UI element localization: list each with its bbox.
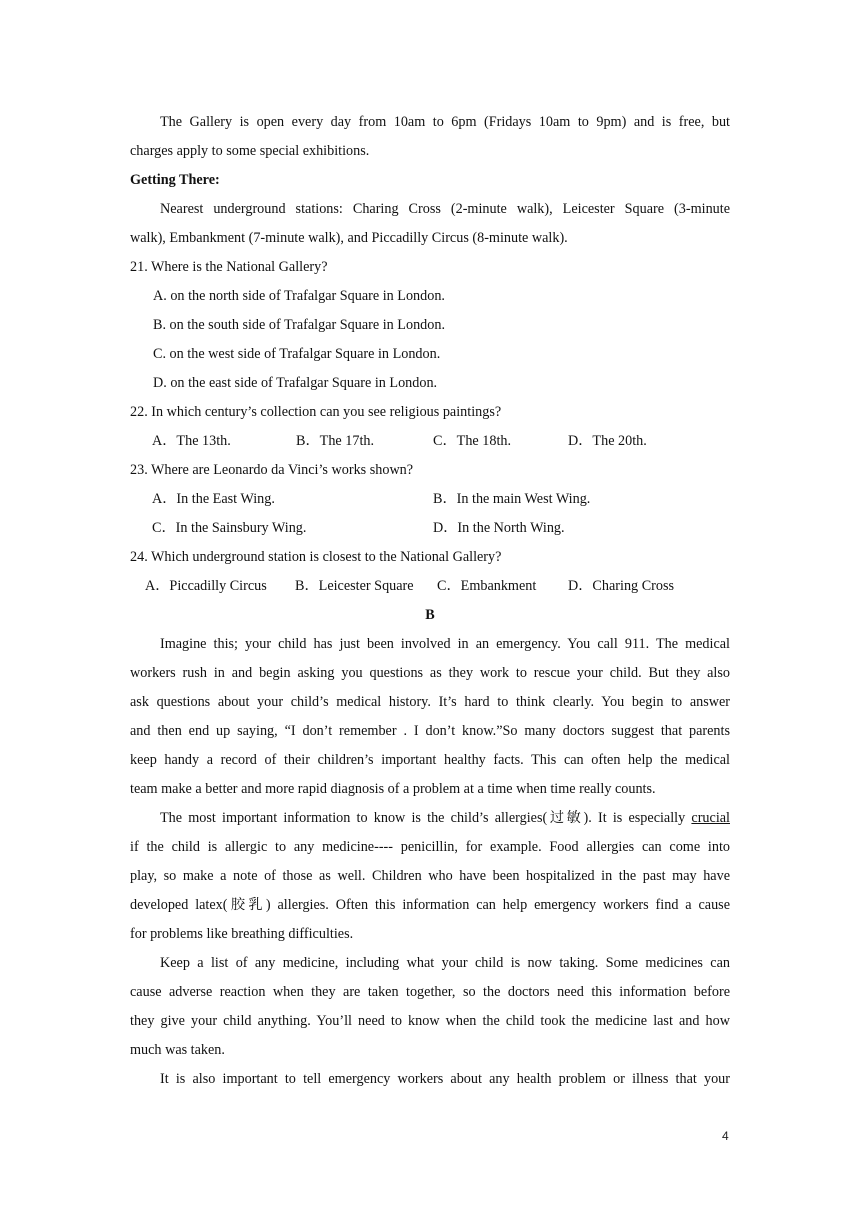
question-22-option-b: B．The 17th. — [296, 433, 375, 449]
question-23-option-c: C．In the Sainsbury Wing. — [152, 520, 307, 536]
paragraph-1-line: team make a better and more rapid diagnosis of a problem at a time when time really counts. — [130, 781, 656, 797]
hours-text-line-2: charges apply to some special exhibitions. — [130, 143, 370, 159]
paragraph-4-line: It is also important to tell emergency workers about any health problem or illness that your — [160, 1071, 730, 1087]
document-page — [130, 108, 730, 1094]
paragraph-3-line: much was taken. — [130, 1042, 225, 1058]
paragraph-1-line: and then end up saying, “I don’t remember . I don’t know.”So many doctors suggest that parents — [130, 723, 730, 739]
question-22-stem: 22. In which century’s collection can you see religious paintings? — [130, 404, 502, 420]
paragraph-2-line: play, so make a note of those as well. Children who have been hospitalized in the past may have — [130, 868, 730, 884]
stations-text-line-2: walk), Embankment (7-minute walk), and Piccadilly Circus (8-minute walk). — [130, 230, 568, 246]
question-21-option-b: B. on the south side of Trafalgar Square in London. — [153, 317, 445, 333]
question-21-option-d: D. on the east side of Trafalgar Square in London. — [153, 375, 438, 391]
paragraph-1-line: workers rush in and begin asking you questions as they work to rescue your child. But they also — [130, 665, 730, 681]
paragraph-3-line: cause adverse reaction when they are taken together, so the doctors need this information before — [130, 984, 730, 1000]
paragraph-2-line: for problems like breathing difficulties. — [130, 926, 354, 942]
getting-there-heading: Getting There: — [130, 172, 220, 188]
paragraph-2-line — [130, 804, 730, 833]
question-22-options — [130, 427, 730, 456]
question-23-options-row-2 — [130, 514, 730, 543]
stations-text-line-1: Nearest underground stations: Charing Cross (2-minute walk), Leicester Square (3-minute — [160, 201, 730, 217]
question-23-options-row-1 — [130, 485, 730, 514]
page-number: 4 — [722, 1129, 729, 1143]
paragraph-1-line: keep handy a record of their children’s important healthy facts. This can often help the medical — [130, 752, 730, 768]
question-24-option-d: D．Charing Cross — [568, 578, 675, 594]
question-24-option-c: C．Embankment — [437, 578, 537, 594]
paragraph-2-line: developed latex(胶乳) allergies. Often this information can help emergency workers find a cause — [130, 897, 730, 913]
paragraph-3-line: Keep a list of any medicine, including what your child is now taking. Some medicines can — [160, 955, 730, 971]
paragraph-2-line: if the child is allergic to any medicine---- penicillin, for example. Food allergies can come into — [130, 839, 730, 855]
paragraph-3-line: they give your child anything. You’ll need to know when the child took the medicine last and how — [130, 1013, 730, 1029]
question-24-stem: 24. Which underground station is closest to the National Gallery? — [130, 549, 502, 565]
question-21-option-a: A. on the north side of Trafalgar Square in London. — [153, 288, 445, 304]
question-23-option-d: D．In the North Wing. — [433, 520, 565, 536]
question-22-option-c: C．The 18th. — [433, 433, 512, 449]
question-23-option-b: B．In the main West Wing. — [433, 491, 591, 507]
section-b-heading: B — [425, 607, 435, 623]
question-22-option-a: A．The 13th. — [152, 433, 231, 449]
question-24-option-b: B．Leicester Square — [295, 578, 414, 594]
question-23-option-a: A．In the East Wing. — [152, 491, 275, 507]
paragraph-2-text: The most important information to know is the child’s allergies(过敏). It is especially — [160, 810, 692, 826]
question-21-option-c: C. on the west side of Trafalgar Square in London. — [153, 346, 441, 362]
question-22-option-d: D．The 20th. — [568, 433, 647, 449]
question-23-stem: 23. Where are Leonardo da Vinci’s works shown? — [130, 462, 414, 478]
underlined-word-crucial: crucial — [691, 810, 730, 826]
question-24-options — [130, 572, 730, 601]
paragraph-1-line: ask questions about your child’s medical history. It’s hard to think clearly. You begin to answer — [130, 694, 730, 710]
question-21-stem: 21. Where is the National Gallery? — [130, 259, 328, 275]
question-24-option-a: A．Piccadilly Circus — [145, 578, 267, 594]
hours-text-line-1: The Gallery is open every day from 10am to 6pm (Fridays 10am to 9pm) and is free, but — [160, 114, 730, 130]
paragraph-1-line: Imagine this; your child has just been involved in an emergency. You call 911. The medical — [160, 636, 730, 652]
